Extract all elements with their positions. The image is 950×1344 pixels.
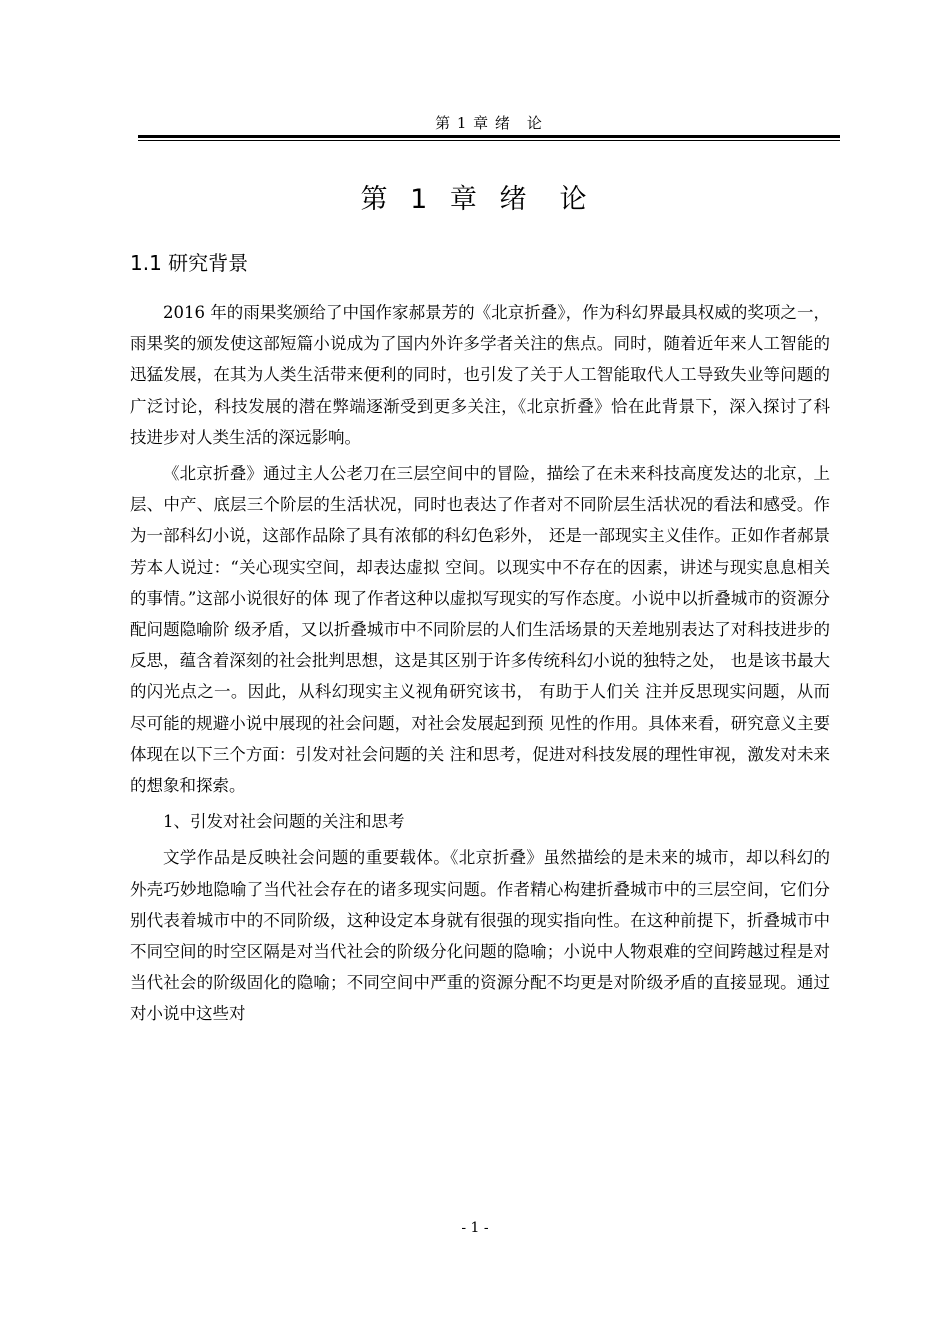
chapter-title: 第 1 章 绪 论	[360, 184, 590, 215]
page-number: - 1 -	[461, 1220, 489, 1236]
paragraph: 《北京折叠》通过主人公老刀在三层空间中的冒险，描绘了在未来科技高度发达的北京，上层、中产、底层三个阶层的生活状况，同时也表达了作者对不同阶层生活状况的看法和感受。作为一部科幻小说，这部作品除了具有浓郁的科幻色彩外， 还是一部现实主义佳作。正如作者郝景芳本人说过：“关心现实空间，却表达虚拟 空间。以现实中不存在的因素，讲述与现实息息相关的事情。”这部小说很好的体 现了作者这种以虚拟写现实的写作态度。小说中以折叠城市的资源分配问题隐喻阶 级矛盾，又以折叠城市中不同阶层的人们生活场景的天差地别表达了对科技进步的 反思，蕴含着深刻的社会批判思想，这是其区别于许多传统科幻小说的独特之处， 也是该书最大的闪光点之一。因此，从科幻现实主义视角研究该书， 有助于人们关 注并反思现实问题，从而尽可能的规避小说中展现的社会问题，对社会发展起到预 见性的作用。具体来看，研究意义主要体现在以下三个方面：引发对社会问题的关 注和思考，促进对科技发展的理性审视，激发对未来的想象和探索。	[130, 464, 830, 796]
paragraph: 2016 年的雨果奖颁给了中国作家郝景芳的《北京折叠》，作为科幻界最具权威的奖项之一，雨果奖的颁发使这部短篇小说成为了国内外许多学者关注的焦点。同时，随着近年来人工智能的迅猛发展，在其为人类生活带来便利的同时，也引发了关于人工智能取代人工导致失业等问题的广泛讨论，科技发展的潜在弊端逐渐受到更多关注，《北京折叠》恰在此背景下，深入探讨了科技进步对人类生活的深远影响。	[130, 303, 830, 447]
paragraph: 文学作品是反映社会问题的重要载体。《北京折叠》虽然描绘的是未来的城市，却以科幻的外壳巧妙地隐喻了当代社会存在的诸多现实问题。作者精心构建折叠城市中的三层空间，它们分别代表着城市中的不同阶级，这种设定本身就有很强的现实指向性。在这种前提下，折叠城市中不同空间的时空区隔是对当代社会的阶级分化问题的隐喻；小说中人物艰难的空间跨越过程是对当代社会的阶级固化的隐喻；不同空间中严重的资源分配不均更是对阶级矛盾的直接显现。通过对小说中这些对	[130, 848, 830, 1024]
section-title: 1.1 研究背景	[130, 251, 249, 275]
header-rule-thin	[138, 140, 840, 141]
subheading: 1、引发对社会问题的关注和思考	[163, 812, 405, 832]
running-header: 第 1 章 绪 论	[435, 114, 543, 132]
header-rule-thick	[138, 135, 840, 138]
body-text	[130, 297, 830, 1035]
